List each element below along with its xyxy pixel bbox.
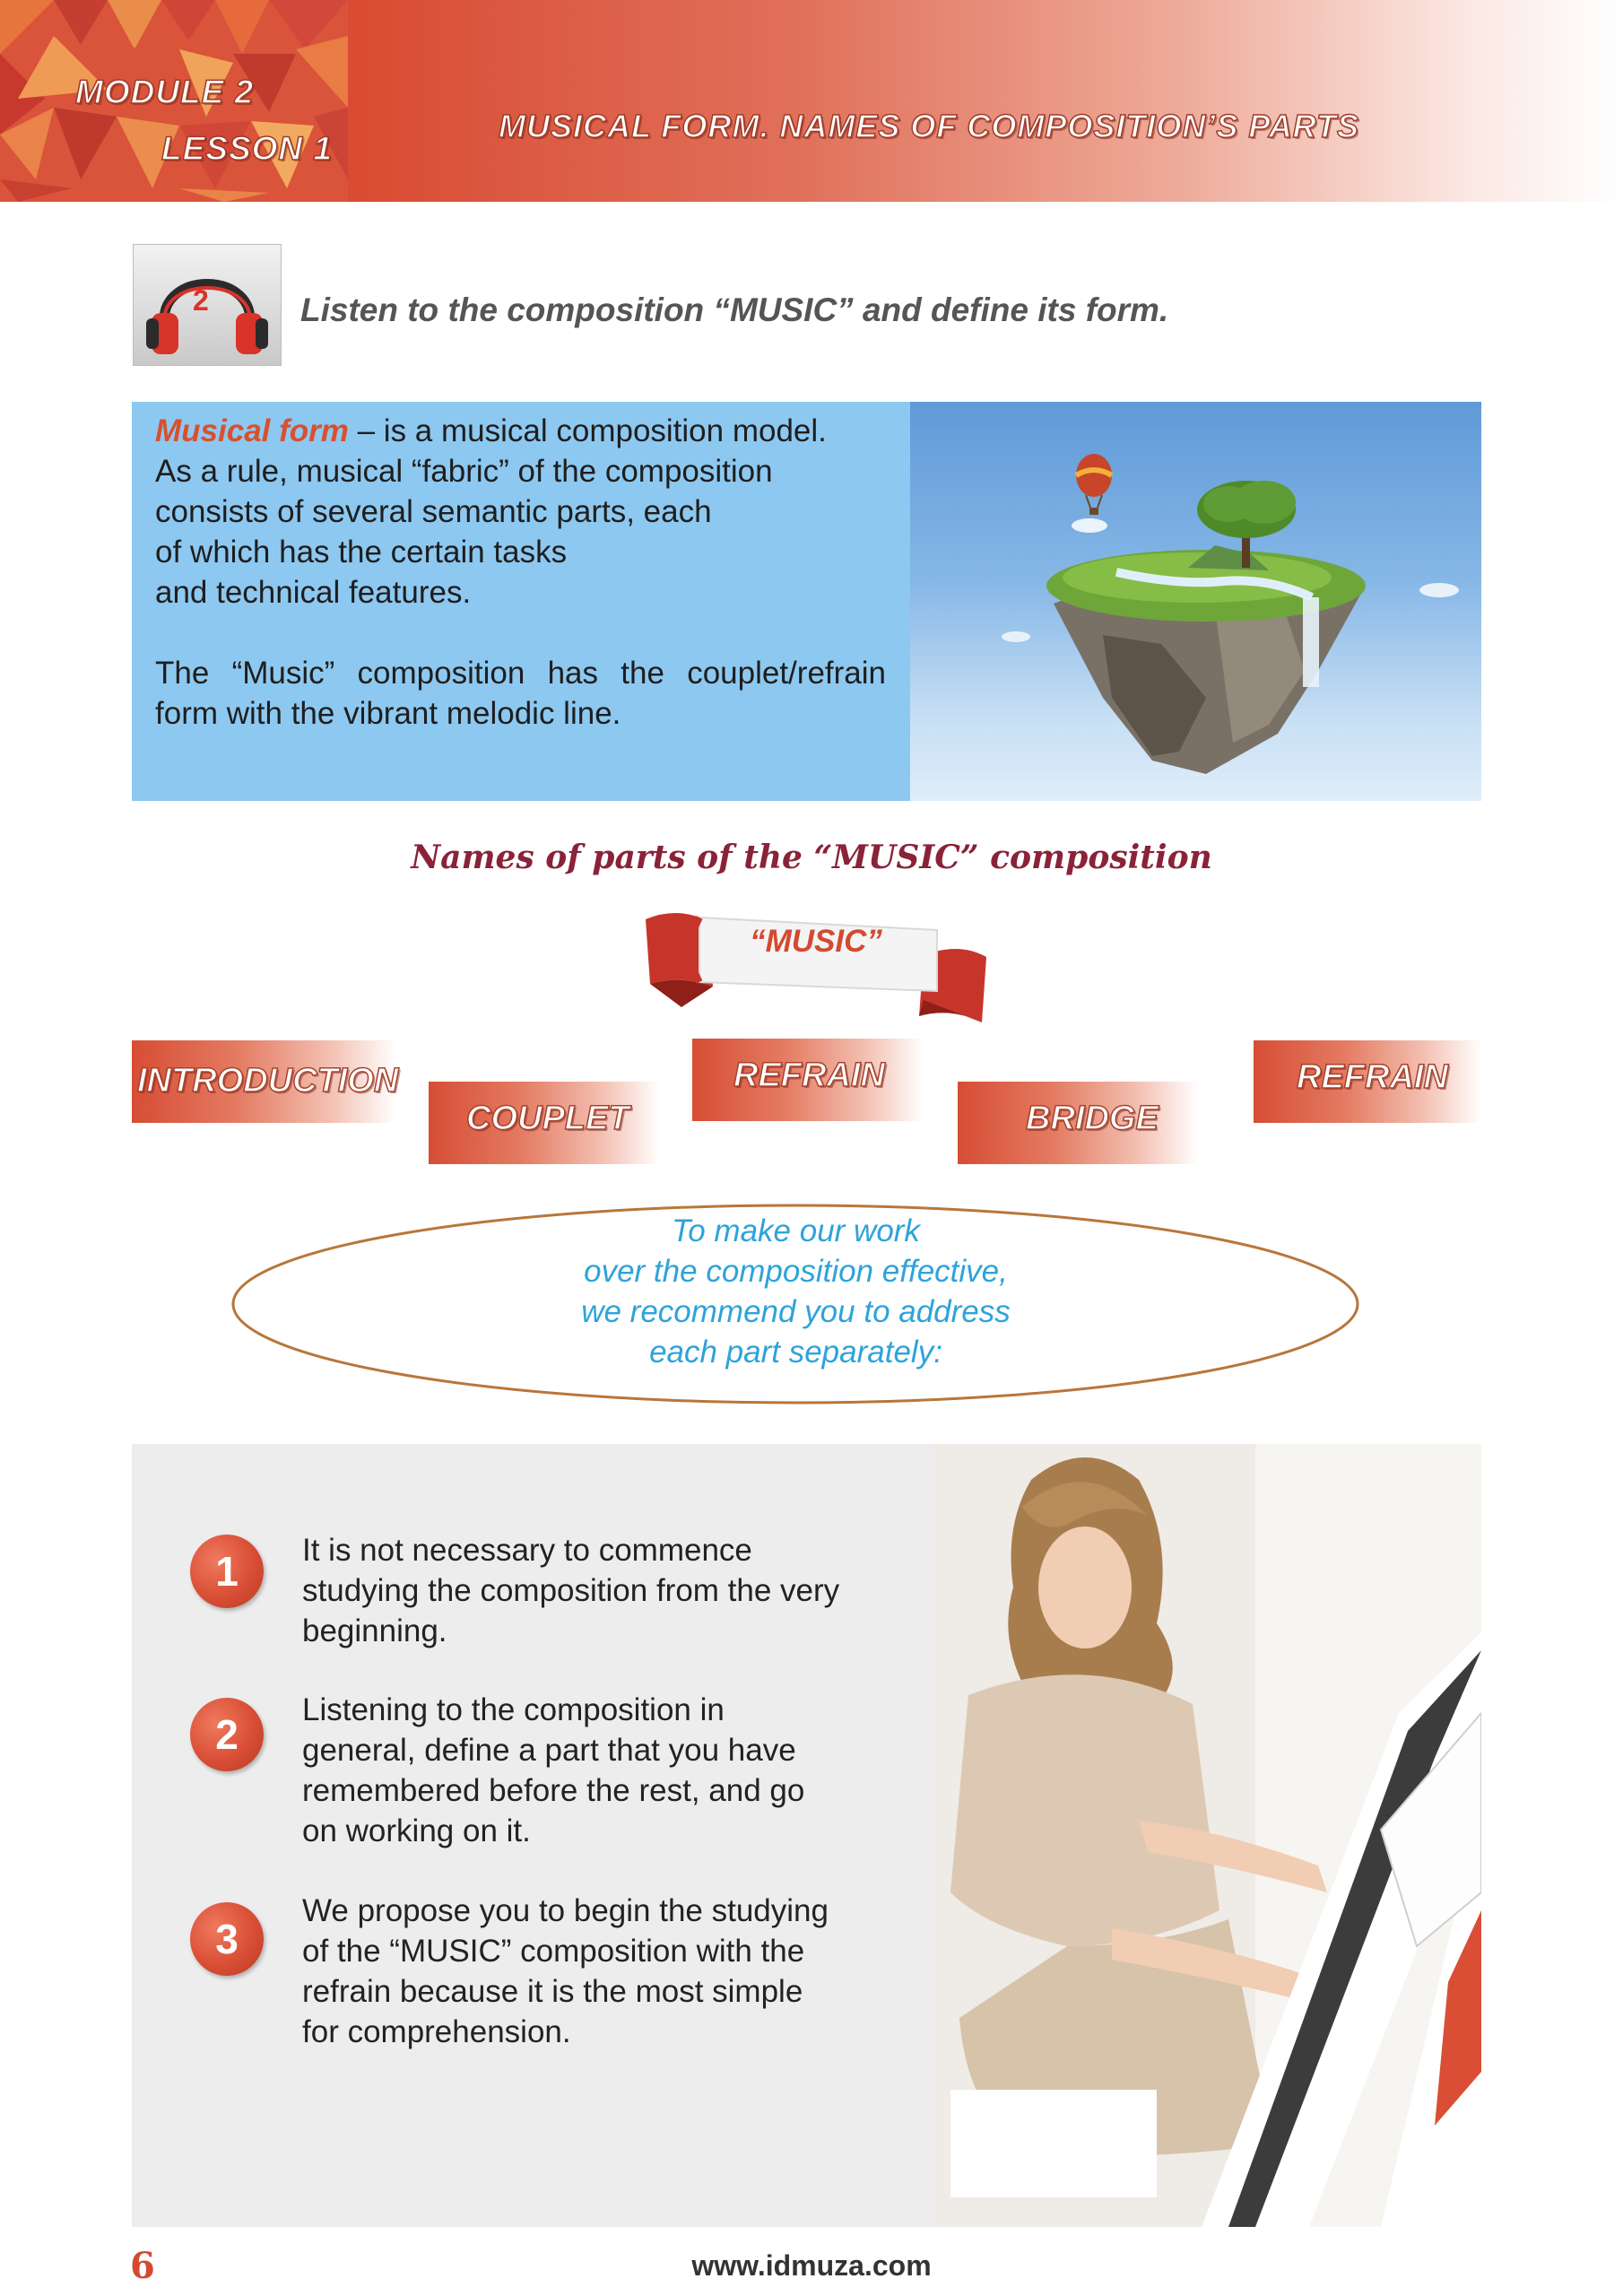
module-label: MODULE 2	[75, 74, 255, 110]
tip-line: of the “MUSIC” composition with the	[302, 1934, 805, 1969]
recommendation-line: over the composition effective,	[584, 1254, 1008, 1289]
tip-number-badge: 1	[190, 1535, 264, 1608]
recommendation-line: each part separately:	[649, 1335, 942, 1370]
part-refrain	[692, 1039, 924, 1121]
parts-section-title: Names of parts of the “MUSIC” composition	[411, 839, 1212, 876]
tip-number-badge: 3	[190, 1902, 264, 1976]
tip-text	[302, 1530, 885, 1651]
tip-number-badge: 2	[190, 1698, 264, 1771]
pianist-image	[933, 1444, 1481, 2227]
track-number: 2	[193, 284, 209, 317]
definition-line: of which has the certain tasks	[155, 535, 568, 570]
tip-line: It is not necessary to commence	[302, 1533, 752, 1568]
part-introduction	[132, 1040, 399, 1123]
definition-term: Musical form	[155, 413, 349, 448]
listening-instruction: Listen to the composition “MUSIC” and define its form.	[300, 291, 1169, 328]
part-refrain-2	[1254, 1040, 1481, 1123]
tip-text	[302, 1891, 885, 2052]
tip-line: remembered before the rest, and go	[302, 1773, 805, 1808]
tip-line: general, define a part that you have	[302, 1733, 796, 1768]
floating-island-image	[910, 402, 1481, 801]
tip-line: studying the composition from the very	[302, 1573, 840, 1608]
tip-line: beginning.	[302, 1613, 447, 1648]
tip-text	[302, 1690, 885, 1851]
ribbon-banner	[628, 901, 1004, 1031]
lesson-label: LESSON 1	[161, 130, 333, 167]
header-band	[348, 0, 1623, 202]
page-title: MUSICAL FORM. NAMES OF COMPOSITION’S PARTS	[499, 108, 1360, 144]
recommendation-line: we recommend you to address	[581, 1294, 1011, 1329]
tip-line: for comprehension.	[302, 2014, 571, 2049]
tip-line: We propose you to begin the studying	[302, 1893, 829, 1928]
definition-line: consists of several semantic parts, each	[155, 494, 712, 529]
ribbon-label: “MUSIC”	[750, 924, 882, 959]
tip-line: refrain because it is the most simple	[302, 1974, 803, 2009]
recommendation-line: To make our work	[672, 1213, 920, 1248]
pianist-illustration	[933, 1444, 1481, 2227]
definition-paragraph: The “Music” composition has the couplet/refrain form with the vibrant melodic line.	[155, 656, 886, 731]
tip-line: Listening to the composition in	[302, 1692, 725, 1727]
definition-text	[155, 411, 886, 734]
part-label: BRIDGE	[1026, 1100, 1159, 1137]
part-label: REFRAIN	[1297, 1058, 1448, 1096]
part-bridge	[958, 1082, 1198, 1164]
island-illustration	[910, 402, 1481, 801]
page-number: 6	[130, 2245, 155, 2287]
audio-track-button[interactable]	[133, 244, 282, 366]
part-label: COUPLET	[466, 1100, 629, 1137]
definition-line: – is a musical composition model.	[348, 413, 827, 448]
recommendation-text	[408, 1211, 1184, 1372]
definition-line: As a rule, musical “fabric” of the composition	[155, 454, 773, 489]
tip-line: on working on it.	[302, 1813, 531, 1848]
definition-line: and technical features.	[155, 575, 472, 610]
part-label: INTRODUCTION	[137, 1062, 399, 1100]
part-couplet	[429, 1082, 660, 1164]
part-label: REFRAIN	[733, 1057, 885, 1094]
website-link[interactable]: www.idmuza.com	[691, 2249, 932, 2282]
